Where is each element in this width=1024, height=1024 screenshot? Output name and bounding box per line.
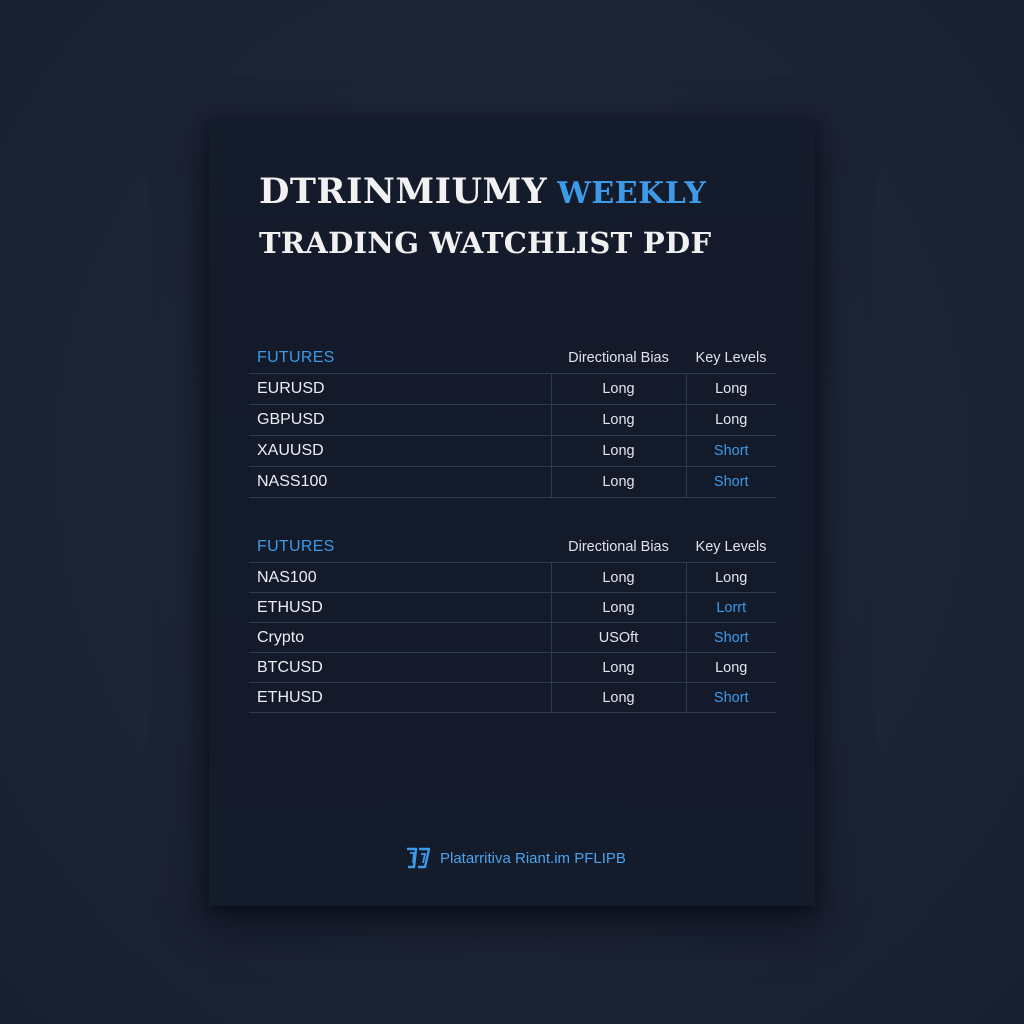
directional-bias-cell: Long: [551, 436, 686, 467]
column-header-key-levels: Key Levels: [686, 532, 776, 563]
directional-bias-cell: Long: [551, 563, 686, 593]
key-levels-cell: Short: [686, 436, 776, 467]
column-header-key-levels: Key Levels: [686, 343, 776, 374]
table-row: [249, 593, 776, 623]
table-row: [249, 623, 776, 653]
watchlist-table-2: [249, 532, 776, 713]
title-line-1: [259, 171, 779, 212]
instrument-name: Crypto: [249, 623, 551, 653]
table-row: [249, 436, 776, 467]
title-line-2: TRADING WATCHLIST PDF: [259, 226, 712, 260]
title-main: DTRINMIUMY: [259, 171, 548, 212]
instrument-name: ETHUSD: [249, 593, 551, 623]
key-levels-cell: Lorrt: [686, 593, 776, 623]
key-levels-cell: Long: [686, 653, 776, 683]
directional-bias-cell: Long: [551, 467, 686, 498]
table-row: [249, 683, 776, 713]
instrument-name: ETHUSD: [249, 683, 551, 713]
section-heading: FUTURES: [249, 343, 551, 374]
key-levels-cell: Long: [686, 563, 776, 593]
watchlist-document: [209, 118, 815, 906]
table-header-row: [249, 343, 776, 374]
directional-bias-cell: USOft: [551, 623, 686, 653]
column-header-directional-bias: Directional Bias: [551, 343, 686, 374]
directional-bias-cell: Long: [551, 653, 686, 683]
instrument-name: BTCUSD: [249, 653, 551, 683]
footer-text: Platarritiva Riant.im PFLIPB: [440, 849, 626, 867]
document-title: [259, 171, 779, 260]
table-header-row: [249, 532, 776, 563]
table-row: [249, 563, 776, 593]
column-header-directional-bias: Directional Bias: [551, 532, 686, 563]
key-levels-cell: Short: [686, 467, 776, 498]
directional-bias-cell: Long: [551, 374, 686, 405]
table-row: [249, 374, 776, 405]
instrument-name: GBPUSD: [249, 405, 551, 436]
directional-bias-cell: Long: [551, 405, 686, 436]
key-levels-cell: Short: [686, 683, 776, 713]
key-levels-cell: Long: [686, 374, 776, 405]
title-accent: WEEKLY: [557, 176, 707, 211]
watchlist-table-1: [249, 343, 776, 498]
instrument-name: NAS100: [249, 563, 551, 593]
table-row: [249, 653, 776, 683]
footer-brand: [404, 845, 626, 871]
brand-logo-icon: [404, 845, 432, 871]
section-heading: FUTURES: [249, 532, 551, 563]
instrument-name: XAUUSD: [249, 436, 551, 467]
directional-bias-cell: Long: [551, 593, 686, 623]
table-row: [249, 467, 776, 498]
key-levels-cell: Long: [686, 405, 776, 436]
instrument-name: NASS100: [249, 467, 551, 498]
table-row: [249, 405, 776, 436]
instrument-name: EURUSD: [249, 374, 551, 405]
key-levels-cell: Short: [686, 623, 776, 653]
directional-bias-cell: Long: [551, 683, 686, 713]
